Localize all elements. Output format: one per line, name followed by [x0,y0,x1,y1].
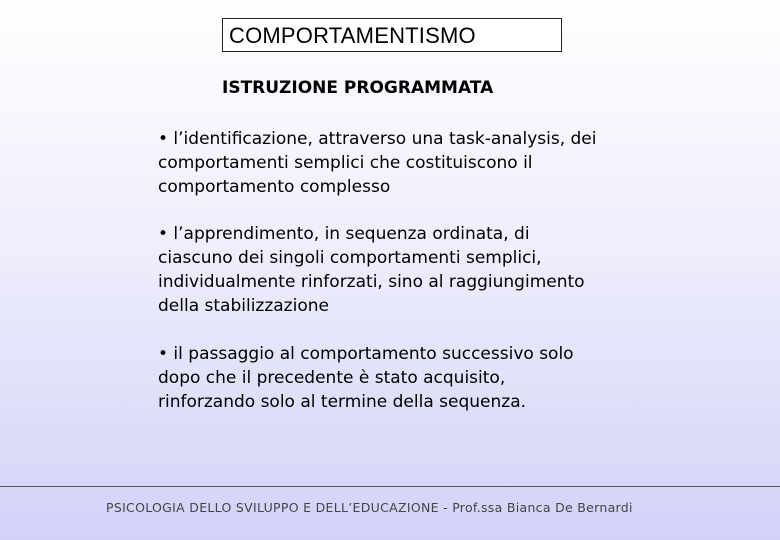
bullet-item: • l’identificazione, attraverso una task-analysis, dei comportamenti semplici che costituiscono il comportamento complesso [158,129,597,197]
footer-divider [0,486,780,487]
bullet-item: • l’apprendimento, in sequenza ordinata, di ciascuno dei singoli comportamenti semplici, individualmente rinforzati, sino al raggiungimento della stabilizzazione [158,224,585,316]
bullet-list [158,127,698,437]
slide-title: COMPORTAMENTISMO [229,23,476,48]
bullet-item: • il passaggio al comportamento successivo solo dopo che il precedente è stato acquisito, rinforzando solo al termine della sequenza. [158,344,574,412]
slide-subtitle: ISTRUZIONE PROGRAMMATA [222,78,494,98]
title-box [222,18,562,52]
footer-text: PSICOLOGIA DELLO SVILUPPO E DELL’EDUCAZIONE - Prof.ssa Bianca De Bernardi [106,500,633,515]
